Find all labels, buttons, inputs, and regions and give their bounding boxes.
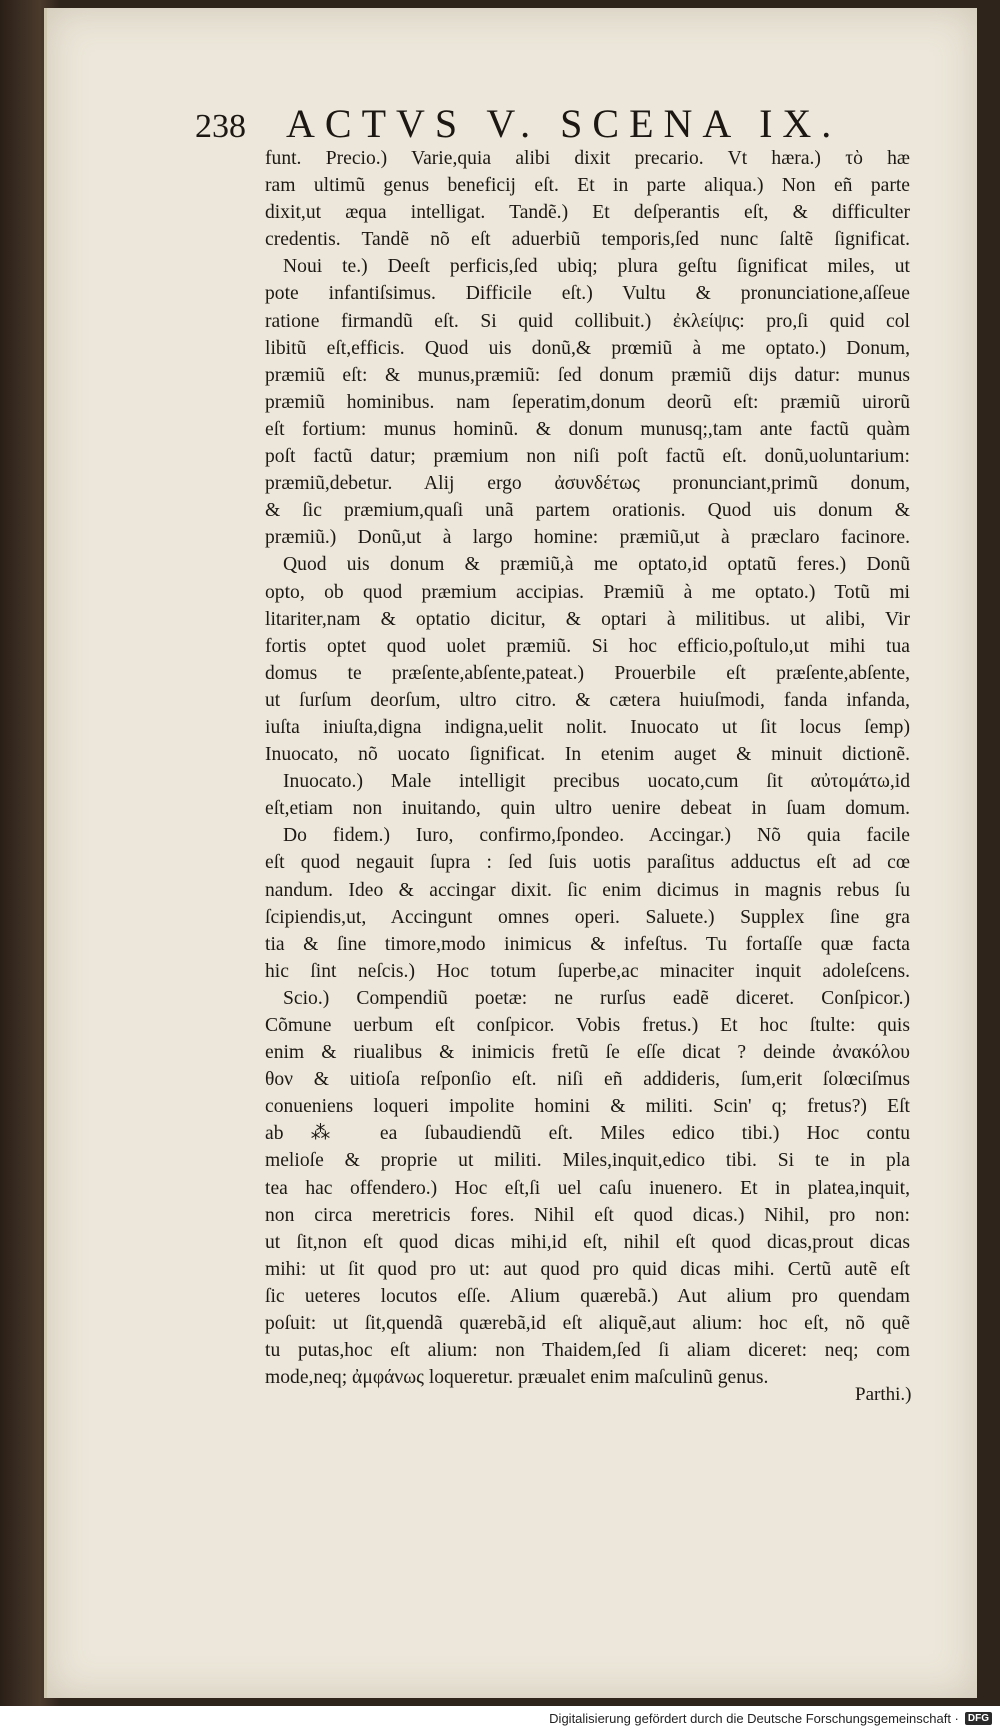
text-line: iuſta iniuſta,digna indigna,uelit nolit. Inuocato ut ſit locus ſemp) <box>265 716 910 738</box>
text-line: præmiũ.) Donũ,ut à largo homine: præmiũ,ut à præclaro facinore. <box>265 527 910 549</box>
text-line: fortis optet quod uolet præmiũ. Si hoc efficio,poſtulo,ut mihi tua <box>265 635 910 657</box>
text-line: eſt,etiam non inuitando, quin ultro uenire debeat in ſuam domum. <box>265 798 910 820</box>
text-line: conueniens loqueri impolite homini & militi. Scin' q; fretus?) Eſt <box>265 1096 910 1118</box>
text-line: Cõmune uerbum eſt conſpicor. Vobis fretus.) Et hoc ſtulte: quis <box>265 1015 910 1036</box>
text-line: mihi: ut ſit quod pro ut: aut quod pro quid dicas mihi. Certũ autẽ eſt <box>265 1258 910 1280</box>
text-line: pote infantiſsimus. Difficile eſt.) Vultu & pronunciatione,aſſeue <box>265 283 910 305</box>
text-line: poſt factũ datur; præmium non niſi poſt factũ eſt. donũ,uoluntarium: <box>265 446 910 468</box>
text-line: poſuit: ut ſit,quendã quærebã,id eſt aliquẽ,aut alium: hoc eſt, nõ quẽ <box>265 1313 910 1335</box>
text-line: ſcipiendis,ut, Accingunt omnes operi. Saluete.) Supplex ſine gra <box>265 906 910 928</box>
text-line: Inuocato, nõ uocato ſignificat. In etenim auget & minuit dictionẽ. <box>265 744 910 766</box>
text-line: Do fidem.) Iuro, confirmo,ſpondeo. Accingar.) Nõ quia facile <box>283 825 910 847</box>
text-line: ſic ueteres locutos eſſe. Alium quærebã.) Aut alium pro quendam <box>265 1285 910 1307</box>
text-line: Quod uis donum & præmiũ,à me optato,id optatũ feres.) Donũ <box>283 554 910 576</box>
text-line: enim & riualibus & inimicis fretũ ſe eſſe dicat ? deinde ἀνακόλου <box>265 1042 910 1064</box>
text-line: hic ſint neſcis.) Hoc totum ſuperbe,ac minaciter inquit adoleſcens. <box>265 960 910 982</box>
text-line: θον & uitioſa reſponſio eſt. niſi eñ addideris, ſum,erit ſolœciſmus <box>265 1069 910 1091</box>
text-line: ut ſit,non eſt quod dicas mihi,id eſt, nihil eſt quod dicas,prout dicas <box>265 1231 910 1253</box>
text-line: Inuocato.) Male intelligit precibus uocato,cum ſit αὐτομάτω,id <box>283 771 910 793</box>
text-line: non circa meretricis fores. Nihil eſt quod dicas.) Nihil, pro non: <box>265 1204 910 1226</box>
footer-credit: Digitalisierung gefördert durch die Deutsche Forschungsgemeinschaft · <box>549 1710 959 1726</box>
text-line: opto, ob quod præmium accipias. Præmiũ à me optato.) Totũ mi <box>265 581 910 603</box>
text-line: mode,neq; ἀμφάνως loqueretur. præualet enim maſculinũ genus. <box>265 1367 769 1389</box>
running-head: ACTVS V. SCENA IX. <box>286 101 842 146</box>
commentary-text <box>265 145 910 1391</box>
page-header <box>195 100 915 150</box>
text-line: tu putas,hoc eſt alium: non Thaidem,ſed ſi aliam diceret: neq; com <box>265 1340 910 1362</box>
text-line: tia & ſine timore,modo inimicus & infeſtus. Tu fortaſſe quæ facta <box>265 933 910 955</box>
text-line: ratione firmandũ eſt. Si quid collibuit.) ἐκλείψις: pro,ſi quid col <box>265 310 910 332</box>
text-line: libitũ eſt,efficis. Quod uis donũ,& prœmiũ à me optato.) Donum, <box>265 337 910 359</box>
text-line: ram ultimũ genus beneficij eſt. Et in parte aliqua.) Non eñ parte <box>265 175 910 197</box>
text-line: litariter,nam & optatio dicitur, & optari à militibus. ut alibi, Vir <box>265 608 910 630</box>
text-line: nandum. Ideo & accingar dixit. ſic enim dicimus in magnis rebus ſu <box>265 879 910 901</box>
text-line: Noui te.) Deeſt perficis,ſed ubiq; plura geſtu ſignificat miles, ut <box>283 256 910 278</box>
catchword: Parthi.) <box>855 1384 912 1405</box>
text-line: dixit,ut æqua intelligat. Tandẽ.) Et deſperantis eſt, & difficulter <box>265 202 910 224</box>
text-line: credentis. Tandẽ nõ eſt aduerbiũ temporis,ſed nunc ſaltẽ ſignificat. <box>265 229 910 251</box>
digitization-footer <box>0 1706 1000 1730</box>
text-line: eſt fortium: munus hominũ. & donum munusq;,tam ante factũ quàm <box>265 418 910 440</box>
text-line: præmiũ eſt: & munus,præmiũ: ſed donum præmiũ dijs datur: munus <box>265 364 910 386</box>
text-line: eſt quod negauit ſupra : ſed ſuis uotis paraſitus adductus eſt ad cœ <box>265 852 910 874</box>
text-line: præmiũ hominibus. nam ſeperatim,donum deorũ eſt: præmiũ uirorũ <box>265 391 910 413</box>
text-line: domus te præſente,abſente,pateat.) Prouerbile eſt præſente,abſente, <box>265 662 910 684</box>
text-line: ab ⁂ ea ſubaudiendũ eſt. Miles edico tibi.) Hoc contu <box>265 1123 910 1145</box>
text-line: & ſic præmium,quaſi unã partem orationis. Quod uis donum & <box>265 500 910 522</box>
text-line: melioſe & proprie ut militi. Miles,inquit,edico tibi. Si te in pla <box>265 1150 910 1172</box>
text-line: præmiũ,debetur. Alij ergo ἀσυνδέτως pronunciant,primũ donum, <box>265 473 910 495</box>
folio-number: 238 <box>195 108 246 145</box>
dfg-logo: DFG <box>965 1712 992 1725</box>
text-line: funt. Precio.) Varie,quia alibi dixit precario. Vt hæra.) τὸ hæ <box>265 148 910 169</box>
text-line: tea hac offendero.) Hoc eſt,ſi uel caſu inuenero. Et in platea,inquit, <box>265 1177 910 1199</box>
text-line: ut ſurſum deorſum, ultro citro. & cætera huiuſmodi, fanda infanda, <box>265 689 910 711</box>
text-line: Scio.) Compendiũ poetæ: ne rurſus eadẽ diceret. Conſpicor.) <box>283 987 910 1009</box>
